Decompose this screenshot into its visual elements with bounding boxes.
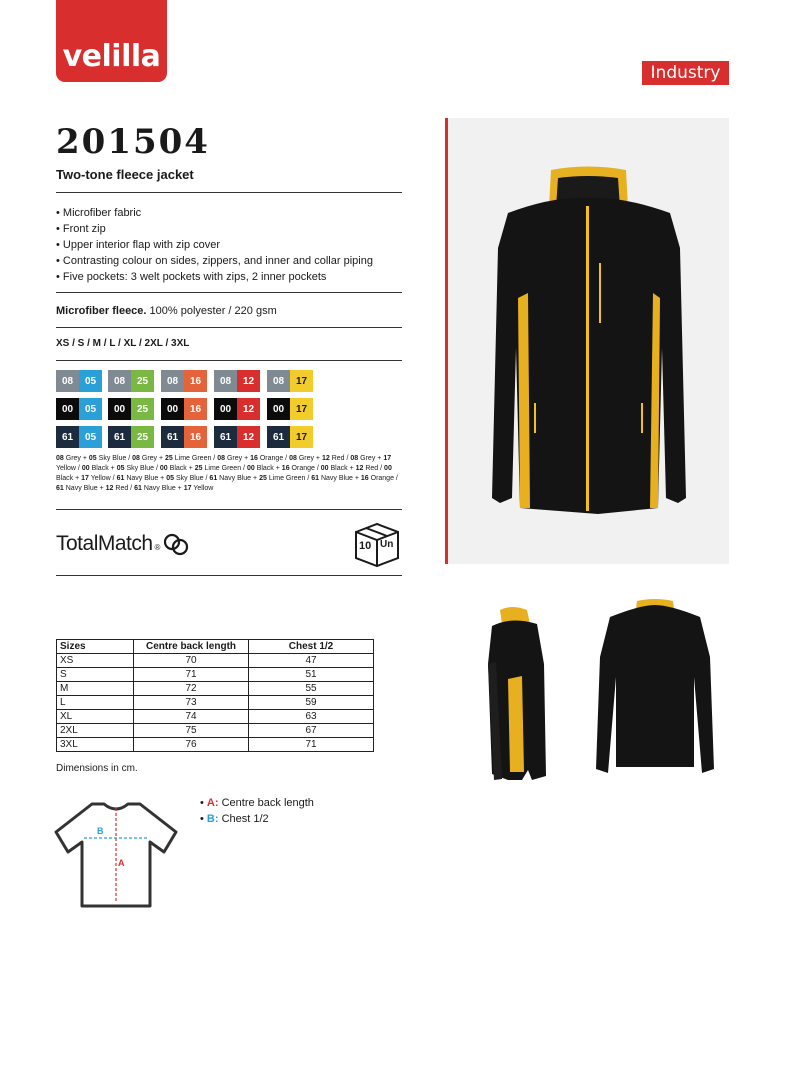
combo-c2: 25 [165, 455, 173, 462]
product-reference: 201504 [56, 122, 210, 162]
combo-n2: Orange [291, 465, 315, 472]
color-combination: 00 Black + 16 Orange / [246, 465, 321, 472]
swatch-main-code: 61 [108, 426, 131, 448]
color-swatch [56, 370, 102, 392]
combo-n2: Red [115, 485, 129, 492]
measurement-legend [200, 795, 314, 827]
legend-key-a: A: [206, 797, 219, 809]
color-combination: 00 Black + 17 Yellow / [56, 465, 392, 482]
table-cell: 47 [249, 654, 374, 668]
table-cell: 73 [134, 696, 249, 710]
color-swatch [161, 426, 207, 448]
color-combination: 08 Grey + 16 Orange / [217, 455, 290, 462]
column-header: Centre back length [134, 640, 249, 654]
combo-n2: Yellow [193, 485, 214, 492]
table-row [57, 668, 374, 682]
swatch-contrast-code: 17 [290, 426, 313, 448]
color-combination: 61 Navy Blue + 16 Orange / [311, 475, 398, 482]
size-chart-table [56, 639, 374, 752]
color-swatch [56, 426, 102, 448]
combo-n1: Grey [141, 455, 158, 462]
table-cell: 70 [134, 654, 249, 668]
feature-item: • Front zip [56, 221, 373, 237]
combo-c1: 00 [384, 465, 392, 472]
pack-unit: Un [380, 539, 394, 550]
table-cell: 74 [134, 710, 249, 724]
category-badge: Industry [642, 61, 729, 85]
swatch-contrast-code: 16 [184, 370, 207, 392]
linked-rings-icon [162, 532, 190, 556]
combo-c1: 08 [132, 455, 140, 462]
color-combination: 61 Navy Blue + 17 Yellow [134, 485, 214, 492]
swatch-contrast-code: 25 [131, 398, 154, 420]
divider [56, 509, 402, 510]
combo-n2: Orange [370, 475, 394, 482]
color-combination: 08 Grey + 12 Red / [289, 455, 351, 462]
combo-n1: Grey [226, 455, 243, 462]
combo-c2: 05 [88, 455, 97, 462]
swatch-contrast-code: 05 [79, 426, 102, 448]
combo-n2: Yellow [90, 475, 111, 482]
color-combination-list [56, 454, 406, 494]
color-swatch [108, 426, 154, 448]
registered-mark: ® [154, 543, 160, 552]
combo-c1: 00 [320, 465, 329, 472]
color-swatch [214, 398, 260, 420]
fabric-detail: 100% polyester / 220 gsm [149, 305, 277, 317]
divider [56, 292, 402, 293]
combo-n1: Black [56, 475, 74, 482]
legend-label-a: Centre back length [221, 797, 314, 809]
combo-c1: 08 [350, 455, 359, 462]
swatch-contrast-code: 25 [131, 426, 154, 448]
combo-c1: 00 [81, 465, 90, 472]
table-cell: 51 [249, 668, 374, 682]
totalmatch-logo [56, 532, 190, 556]
table-cell: 75 [134, 724, 249, 738]
combo-n1: Black [256, 465, 274, 472]
available-sizes: XS / S / M / L / XL / 2XL / 3XL [56, 338, 190, 349]
pack-quantity-box [352, 518, 402, 573]
product-name: Two-tone fleece jacket [56, 167, 194, 182]
combo-c2: 17 [183, 485, 192, 492]
table-cell: XS [57, 654, 134, 668]
combo-n1: Navy Blue [143, 485, 176, 492]
product-photo-side [482, 604, 552, 784]
table-cell: 72 [134, 682, 249, 696]
swatch-main-code: 00 [267, 398, 290, 420]
swatch-contrast-code: 25 [131, 370, 154, 392]
combo-n2: Orange [259, 455, 284, 462]
color-swatch [267, 398, 313, 420]
swatch-main-code: 08 [161, 370, 184, 392]
color-swatch [267, 426, 313, 448]
combo-c1: 61 [116, 475, 125, 482]
combo-n2: Sky Blue [126, 465, 155, 472]
swatch-main-code: 08 [108, 370, 131, 392]
feature-list [56, 205, 373, 285]
combo-n2: Red [365, 465, 379, 472]
product-photo-back [590, 597, 720, 777]
combo-c1: 61 [134, 485, 142, 492]
pack-qty: 10 [359, 540, 372, 552]
table-row [57, 682, 374, 696]
divider [56, 192, 402, 193]
combo-c1: 08 [217, 455, 225, 462]
color-swatch [108, 398, 154, 420]
swatch-main-code: 08 [267, 370, 290, 392]
tshirt-measurement-diagram [52, 800, 182, 910]
swatch-contrast-code: 17 [290, 398, 313, 420]
combo-c2: 12 [355, 465, 364, 472]
table-row [57, 654, 374, 668]
combo-n2: Red [331, 455, 345, 462]
combo-n1: Navy Blue [126, 475, 159, 482]
color-swatch [161, 370, 207, 392]
label-b: B [97, 826, 104, 836]
color-swatch [161, 398, 207, 420]
color-combination: 61 Navy Blue + 25 Lime Green / [209, 475, 312, 482]
legend-item-b: • B: Chest 1/2 [200, 813, 269, 825]
combo-c1: 00 [159, 465, 168, 472]
combo-c2: 16 [281, 465, 290, 472]
totalmatch-label: TotalMatch [56, 532, 153, 555]
swatch-contrast-code: 17 [290, 370, 313, 392]
combo-n1: Navy Blue [320, 475, 353, 482]
table-cell: M [57, 682, 134, 696]
swatch-contrast-code: 12 [237, 370, 260, 392]
swatch-main-code: 00 [108, 398, 131, 420]
column-header: Sizes [57, 640, 134, 654]
feature-item: • Microfiber fabric [56, 205, 373, 221]
fabric-label: Microfiber fleece. [56, 305, 147, 317]
table-header-row [57, 640, 374, 654]
combo-c2: 17 [383, 455, 392, 462]
table-cell: 67 [249, 724, 374, 738]
combo-c1: 61 [209, 475, 218, 482]
combo-n1: Grey [360, 455, 376, 462]
combo-n2: Sky Blue [98, 455, 127, 462]
dimensions-note: Dimensions in cm. [56, 763, 138, 774]
combo-n1: Grey [65, 455, 81, 462]
combo-n1: Black [330, 465, 348, 472]
swatch-contrast-code: 16 [184, 398, 207, 420]
combo-n1: Black [169, 465, 187, 472]
table-cell: 71 [249, 738, 374, 752]
feature-item: • Upper interior flap with zip cover [56, 237, 373, 253]
combo-c1: 08 [289, 455, 297, 462]
jacket-front-image [448, 118, 729, 564]
color-combination: 00 Black + 05 Sky Blue / [81, 465, 160, 472]
column-header: Chest 1/2 [249, 640, 374, 654]
swatch-main-code: 00 [56, 398, 79, 420]
swatch-main-code: 00 [214, 398, 237, 420]
color-swatch [108, 370, 154, 392]
color-swatch [214, 426, 260, 448]
table-row [57, 696, 374, 710]
color-combination: 08 Grey + 25 Lime Green / [132, 455, 218, 462]
feature-item: • Five pockets: 3 welt pockets with zips, 2 inner pockets [56, 269, 373, 285]
swatch-contrast-code: 16 [184, 426, 207, 448]
combo-c2: 05 [166, 475, 174, 482]
table-row [57, 710, 374, 724]
product-photo-front [445, 118, 729, 564]
table-cell: 76 [134, 738, 249, 752]
combo-c1: 61 [311, 475, 320, 482]
combo-c2: 12 [105, 485, 114, 492]
combo-n1: Navy Blue [65, 485, 98, 492]
combo-n2: Lime Green [268, 475, 306, 482]
swatch-main-code: 08 [56, 370, 79, 392]
divider [56, 575, 402, 576]
swatch-contrast-code: 05 [79, 398, 102, 420]
combo-c2: 25 [194, 465, 203, 472]
combo-n1: Navy Blue [219, 475, 252, 482]
combo-n1: Black [91, 465, 109, 472]
table-row [57, 724, 374, 738]
combo-n2: Lime Green [174, 455, 212, 462]
color-swatch [267, 370, 313, 392]
divider [56, 327, 402, 328]
combo-c2: 25 [259, 475, 267, 482]
table-cell: XL [57, 710, 134, 724]
table-row [57, 738, 374, 752]
divider [56, 360, 402, 361]
color-combination: 00 Black + 12 Red / [320, 465, 385, 472]
table-cell: L [57, 696, 134, 710]
swatch-main-code: 61 [214, 426, 237, 448]
color-combination: 61 Navy Blue + 05 Sky Blue / [116, 475, 210, 482]
table-cell: 59 [249, 696, 374, 710]
legend-key-b: B: [206, 813, 219, 825]
color-combination: 00 Black + 25 Lime Green / [159, 465, 247, 472]
swatch-main-code: 61 [161, 426, 184, 448]
table-cell: 3XL [57, 738, 134, 752]
swatch-main-code: 61 [267, 426, 290, 448]
combo-c2: 16 [360, 475, 369, 482]
table-cell: 71 [134, 668, 249, 682]
combo-n2: Sky Blue [175, 475, 204, 482]
combo-n1: Grey [298, 455, 314, 462]
combo-c1: 61 [56, 485, 64, 492]
combo-c1: 00 [246, 465, 255, 472]
legend-item-a: • A: Centre back length [200, 797, 314, 809]
combo-c2: 12 [321, 455, 330, 462]
combo-n2: Yellow [56, 465, 76, 472]
combo-n2: Lime Green [204, 465, 242, 472]
color-combination: 08 Grey + 05 Sky Blue / [56, 455, 133, 462]
table-cell: S [57, 668, 134, 682]
table-cell: 63 [249, 710, 374, 724]
color-swatch [214, 370, 260, 392]
label-a: A [118, 858, 125, 868]
feature-item: • Contrasting colour on sides, zippers, and inner and collar piping [56, 253, 373, 269]
color-combination: 08 Grey + 17 Yellow / [56, 455, 392, 472]
fabric-info [56, 305, 277, 317]
combo-c2: 05 [116, 465, 125, 472]
velilla-logo: velilla [56, 0, 167, 82]
swatch-contrast-code: 12 [237, 426, 260, 448]
swatch-contrast-code: 05 [79, 370, 102, 392]
combo-c1: 08 [56, 455, 64, 462]
legend-label-b: Chest 1/2 [221, 813, 269, 825]
table-cell: 55 [249, 682, 374, 696]
swatch-main-code: 61 [56, 426, 79, 448]
combo-c2: 17 [81, 475, 89, 482]
swatch-main-code: 00 [161, 398, 184, 420]
color-combination: 61 Navy Blue + 12 Red / [56, 485, 135, 492]
combo-c2: 16 [250, 455, 258, 462]
swatch-main-code: 08 [214, 370, 237, 392]
color-swatch [56, 398, 102, 420]
swatch-contrast-code: 12 [237, 398, 260, 420]
table-cell: 2XL [57, 724, 134, 738]
